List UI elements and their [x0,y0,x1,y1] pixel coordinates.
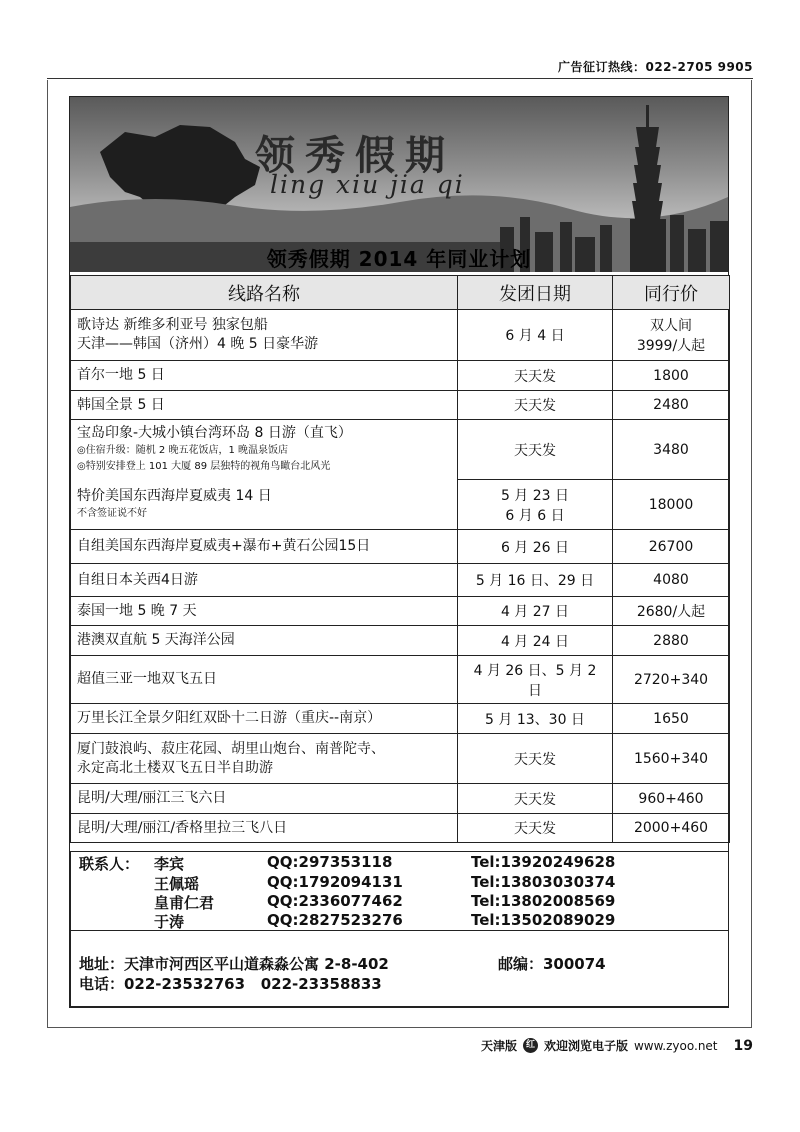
route-name-line2: 永定高北土楼双飞五日半自助游 [77,759,273,776]
departure-date: 天天发 [458,784,613,814]
table-row [71,530,730,564]
price: 3480 [613,420,730,480]
route-name: 首尔一地 5 日 [71,361,458,391]
header-price: 同行价 [613,276,730,310]
table-row [71,656,730,704]
contacts-box [70,851,729,931]
phone-text: 电话：022-23532763 022-23358833 [79,975,382,993]
price: 1560+340 [613,734,730,784]
route-name: 泰国一地 5 晚 7 天 [71,597,458,626]
route-name: 港澳双直航 5 天海洋公园 [71,626,458,656]
contact-row [71,911,728,931]
contact-qq: QQ:297353118 [267,853,393,871]
address-text: 地址：天津市河西区平山道森淼公寓 2-8-402 [79,955,389,973]
departure-date: 4 月 24 日 [458,626,613,656]
table-header-row [71,276,730,310]
plan-heading: 领秀假期 2014 年同业计划 [266,247,532,271]
price: 1650 [613,704,730,734]
table-row [71,784,730,814]
contact-name: 王佩瑶 [154,875,200,893]
departure-date: 4 月 27 日 [458,597,613,626]
contact-row [71,873,728,893]
page-number: 19 [733,1037,753,1054]
welcome-text: 欢迎浏览电子版 [543,1039,628,1053]
contact-tel: Tel:13502089029 [471,911,616,929]
contact-tel: Tel:13920249628 [471,853,616,871]
departure-date: 天天发 [458,391,613,420]
contact-row [71,892,728,912]
departure-date: 天天发 [458,734,613,784]
route-name: 宝岛印象-大城小镇台湾环岛 8 日游（直飞） [77,425,352,442]
page-footer [481,1037,753,1054]
top-rule [47,78,753,79]
contact-tel: Tel:13802008569 [471,892,616,910]
itinerary-table [70,275,730,843]
table-row [71,480,730,530]
header-route: 线路名称 [71,276,458,310]
departure-date: 4 月 26 日、5 月 2 [473,662,597,679]
price: 18000 [613,480,730,530]
banner-title: 领秀假期 [255,132,455,179]
route-name: 歌诗达 新维多利亚号 独家包船 [77,317,268,334]
edition-label: 天津版 [480,1039,517,1053]
table-row [71,564,730,597]
price: 2880 [613,626,730,656]
price: 2000+460 [613,814,730,843]
contact-tel: Tel:13803030374 [471,873,616,891]
route-name: 自组日本关西4日游 [71,564,458,597]
contact-name: 于涛 [154,913,185,931]
route-name: 厦门鼓浪屿、菽庄花园、胡里山炮台、南普陀寺、 [77,740,385,757]
price: 4080 [613,564,730,597]
route-name-line2: 天津——韩国（济州）4 晚 5 日豪华游 [77,336,319,352]
table-row [71,734,730,784]
website-link[interactable]: www.zyoo.net [633,1038,718,1053]
postcode-text: 邮编：300074 [498,955,606,973]
banner-pinyin: ling xiu jia qi [270,170,465,199]
route-name: 特价美国东西海岸夏威夷 14 日 [77,487,272,504]
departure-date: 5 月 16 日、29 日 [458,564,613,597]
price: 2720+340 [613,656,730,704]
contact-qq: QQ:1792094131 [267,873,403,891]
contact-qq: QQ:2827523276 [267,911,403,929]
route-name: 自组美国东西海岸夏威夷+瀑布+黄石公园15日 [71,530,458,564]
contact-qq: QQ:2336077462 [267,892,403,910]
route-note: ◎住宿升级：随机 2 晚五花饭店，1 晚温泉饭店 [77,445,288,457]
route-note: ◎特别安排登上 101 大厦 89 层独特的视角鸟瞰台北风光 [77,461,331,473]
route-note: 不含签证说不好 [77,507,147,519]
departure-date: 天天发 [458,814,613,843]
table-row [71,626,730,656]
route-name: 昆明/大理/丽江/香格里拉三飞八日 [71,814,458,843]
price: 960+460 [613,784,730,814]
departure-date-line2: 6 月 6 日 [505,507,565,524]
route-name: 韩国全景 5 日 [71,391,458,420]
price: 26700 [613,530,730,564]
header-date: 发团日期 [458,276,613,310]
route-name: 昆明/大理/丽江三飞六日 [71,784,458,814]
table-row [71,420,730,480]
departure-date-line2: 日 [528,682,542,699]
ad-hotline: 广告征订热线：022-2705 9905 [557,60,753,74]
contact-row [71,853,728,873]
departure-date: 天天发 [458,420,613,480]
table-row [71,391,730,420]
departure-date: 5 月 13、30 日 [458,704,613,734]
table-row [71,361,730,391]
route-name: 超值三亚一地双飞五日 [71,656,458,704]
route-name: 万里长江全景夕阳红双卧十二日游（重庆--南京） [71,704,458,734]
table-row [71,597,730,626]
address-box [70,931,729,1007]
price: 1800 [613,361,730,391]
table-row [71,704,730,734]
contact-name: 皇甫仁君 [154,894,215,912]
price: 2680/人起 [613,597,730,626]
price-line2: 3999/人起 [636,338,706,354]
table-row [71,310,730,361]
price: 双人间 [650,318,692,334]
price: 2480 [613,391,730,420]
red-badge-icon: 红 [523,1038,538,1053]
contact-name: 李宾 [154,855,185,873]
contacts-label: 联系人： [79,855,140,873]
departure-date: 6 月 4 日 [458,310,613,361]
departure-date: 5 月 23 日 [500,487,570,504]
departure-date: 天天发 [458,361,613,391]
table-row [71,814,730,843]
departure-date: 6 月 26 日 [458,530,613,564]
